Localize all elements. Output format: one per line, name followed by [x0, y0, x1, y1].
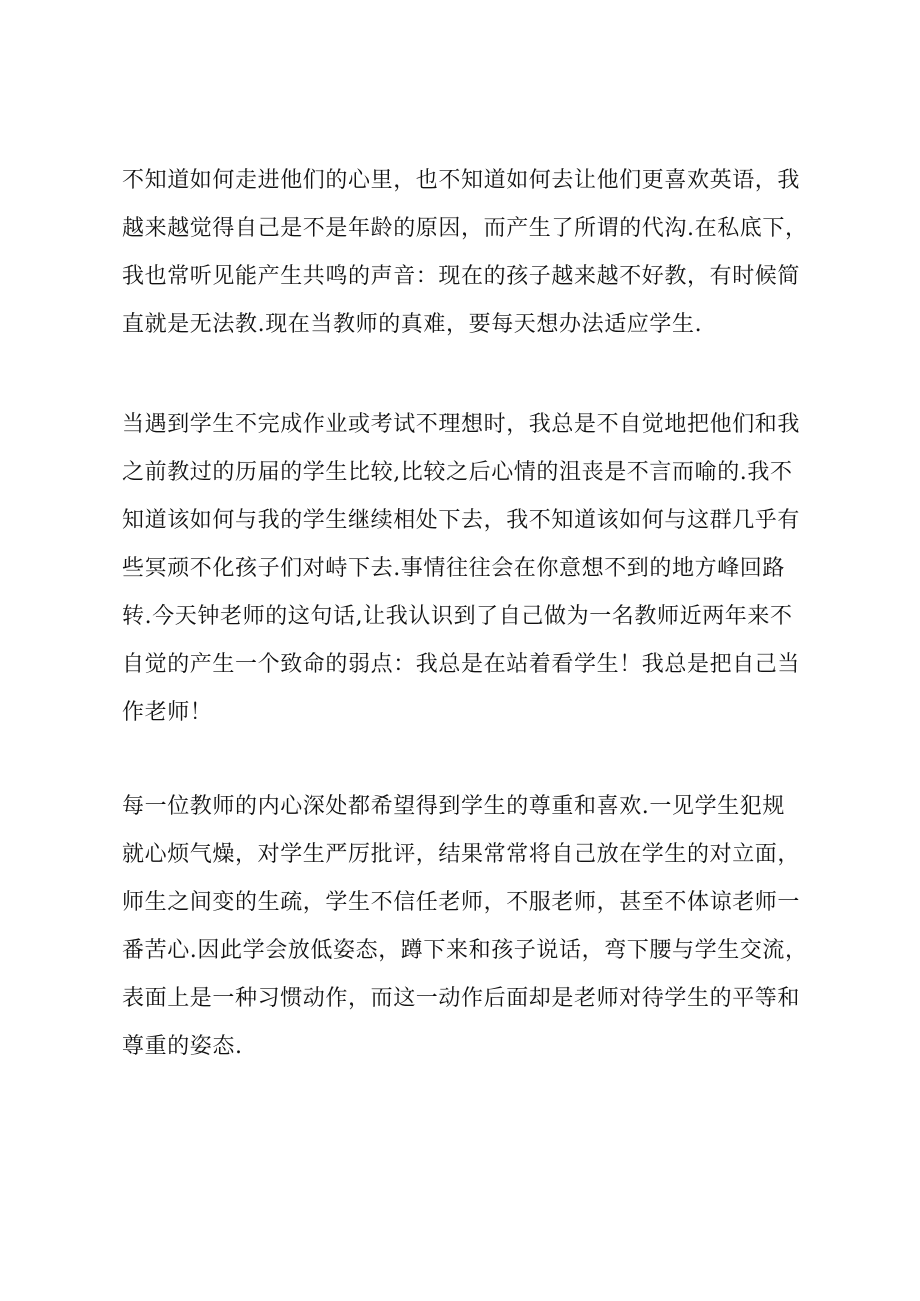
text-line: 自觉的产生一个致命的弱点：我总是在站着看学生！我总是把自己当	[122, 652, 801, 677]
text-line: 作老师！	[122, 700, 213, 725]
paragraph-1	[122, 157, 832, 349]
text-line: 表面上是一种习惯动作，而这一动作后面却是老师对待学生的平等和	[122, 986, 801, 1011]
text-line: 当遇到学生不完成作业或考试不理想时，我总是不自觉地把他们和我	[122, 412, 801, 437]
text-line: 知道该如何与我的学生继续相处下去，我不知道该如何与这群几乎有	[122, 508, 801, 533]
text-line: 直就是无法教.现在当教师的真难，要每天想办法适应学生.	[122, 312, 703, 337]
text-line: 些冥顽不化孩子们对峙下去.事情往往会在你意想不到的地方峰回路	[122, 556, 785, 581]
text-line: 不知道如何走进他们的心里，也不知道如何去让他们更喜欢英语，我	[122, 168, 801, 193]
text-line: 之前教过的历届的学生比较,比较之后心情的沮丧是不言而喻的.我不	[122, 460, 793, 485]
text-line: 转.今天钟老师的这句话,让我认识到了自己做为一名教师近两年来不	[122, 604, 793, 629]
paragraph-2	[122, 401, 832, 737]
text-line: 番苦心.因此学会放低姿态，蹲下来和孩子说话，弯下腰与学生交流，	[122, 938, 808, 963]
text-line: 尊重的姿态.	[122, 1034, 243, 1059]
text-line: 越来越觉得自己是不是年龄的原因，而产生了所谓的代沟.在私底下，	[122, 216, 808, 241]
text-line: 每一位教师的内心深处都希望得到学生的尊重和喜欢.一见学生犯规	[122, 794, 785, 819]
text-line: 我也常听见能产生共鸣的声音：现在的孩子越来越不好教，有时候简	[122, 264, 801, 289]
paragraph-3	[122, 783, 832, 1071]
text-line: 师生之间变的生疏，学生不信任老师，不服老师，甚至不体谅老师一	[122, 890, 801, 915]
text-line: 就心烦气燥，对学生严厉批评，结果常常将自己放在学生的对立面，	[122, 842, 801, 867]
